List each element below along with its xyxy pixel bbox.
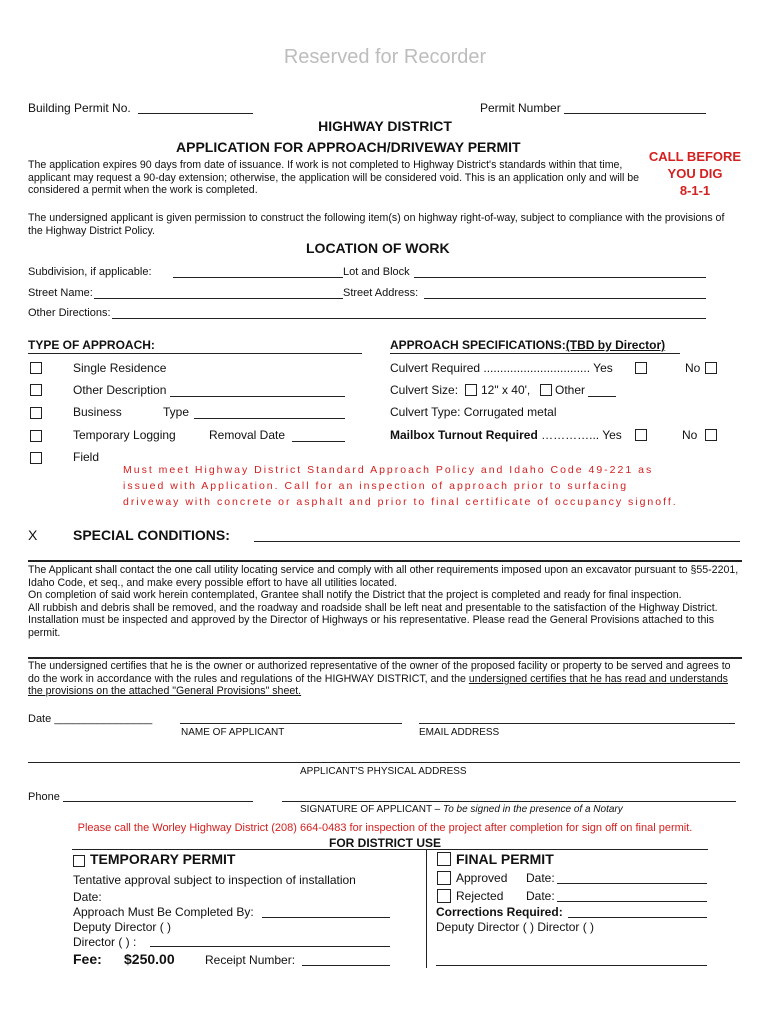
final-signature-field[interactable] <box>436 965 707 966</box>
temporary-logging-checkbox[interactable] <box>30 430 42 442</box>
notice-line-1: Must meet Highway District Standard Approach Policy and Idaho Code 49-221 as <box>123 464 654 476</box>
temporary-permit-heading: TEMPORARY PERMIT <box>90 851 236 867</box>
condition-inspection: Installation must be inspected and approved by the Director of Highways or his representative. Please read the General Provisions attached to this permit. <box>28 614 715 639</box>
signature-caption <box>300 804 623 815</box>
culvert-no-checkbox[interactable] <box>705 362 717 374</box>
street-address-label: Street Address: <box>343 287 419 299</box>
other-description-field[interactable] <box>170 396 345 397</box>
conditions-top-rule <box>28 560 742 562</box>
size-12x40-checkbox[interactable] <box>465 384 477 396</box>
call-before-you-dig <box>648 148 742 199</box>
date-text: Date <box>28 713 52 725</box>
certification-text: The undersigned certifies that he is the owner or authorized representative of the owner of the proposed facility or property to be served and agrees to do the work in accordance with the rules and regulations of the HIGHWAY DISTRICT, and the <box>28 660 731 685</box>
notary-note: To be signed in the presence of a Notary <box>443 804 623 815</box>
street-name-field[interactable] <box>94 298 343 299</box>
business-label: Business <box>73 405 122 419</box>
tentative-approval-text: Tentative approval subject to inspection of installation <box>73 873 356 887</box>
size-other-field[interactable] <box>588 396 616 397</box>
email-caption: EMAIL ADDRESS <box>419 727 500 738</box>
mailbox-yes-checkbox[interactable] <box>635 429 647 441</box>
conditions-block <box>28 564 740 640</box>
size-other-label: Other <box>555 383 586 397</box>
mailbox-turnout-row <box>390 428 622 442</box>
single-residence-checkbox[interactable] <box>30 362 42 374</box>
street-name-label: Street Name: <box>28 287 93 299</box>
approved-date-label: Date: <box>526 871 555 885</box>
culvert-size-label: Culvert Size: <box>390 383 459 397</box>
corrections-field[interactable] <box>568 917 707 918</box>
permission-paragraph: The undersigned applicant is given permission to construct the following item(s) on highway right-of-way, subject to compliance with the provisions of the Highway District Policy. <box>28 212 725 237</box>
removal-date-label: Removal Date <box>209 428 286 442</box>
call-line-3: 8-1-1 <box>679 183 711 198</box>
fee-label: Fee: <box>73 951 102 967</box>
receipt-number-label: Receipt Number: <box>205 953 296 967</box>
expiry-paragraph: The application expires 90 days from date of issuance. If work is not completed to Highway District's standards within that time, applicant may request a 90-day extension; otherwise, the application will be considered void. This is an application only and will be considered a permit when the work is completed. <box>28 159 640 197</box>
single-residence-label: Single Residence <box>73 361 167 375</box>
rejected-checkbox[interactable] <box>437 889 451 903</box>
mailbox-dots: …………... Yes <box>537 428 622 442</box>
district-use-rule <box>72 849 708 850</box>
mailbox-turnout-label: Mailbox Turnout Required <box>390 428 538 442</box>
approved-label: Approved <box>456 871 508 885</box>
subdivision-label: Subdivision, if applicable: <box>28 266 152 278</box>
rejected-date-label: Date: <box>526 889 555 903</box>
special-conditions-mark: X <box>28 527 38 543</box>
signature-field[interactable] <box>282 801 736 802</box>
lot-block-label: Lot and Block <box>343 266 410 278</box>
receipt-number-field[interactable] <box>302 965 390 966</box>
culvert-type-label: Culvert Type: Corrugated metal <box>390 405 557 419</box>
condition-rubbish: All rubbish and debris shall be removed, and the roadway and roadside shall be left neat and presentable to the satisfaction of the Highway District. <box>28 601 718 614</box>
approach-policy-notice <box>123 462 678 510</box>
must-complete-field[interactable] <box>262 917 390 918</box>
call-line-1: CALL BEFORE <box>648 149 742 164</box>
mailbox-no-label: No <box>682 428 698 442</box>
building-permit-field[interactable] <box>138 113 253 114</box>
type-of-approach-heading: TYPE OF APPROACH: <box>28 338 155 352</box>
approach-specs-label: APPROACH SPECIFICATIONS: <box>390 338 566 352</box>
temp-deputy-director: Deputy Director ( ) <box>73 920 172 934</box>
field-label: Field <box>73 450 100 464</box>
district-use-divider <box>426 850 427 968</box>
condition-utility: The Applicant shall contact the one call utility locating service and comply with all other requirements imposed upon an excavator pursuant to §55-2201, Idaho Code, et seq., and make every possible effort to have all utilities located. <box>28 564 739 589</box>
culvert-yes-checkbox[interactable] <box>635 362 647 374</box>
other-directions-label: Other Directions: <box>28 307 111 319</box>
email-field[interactable] <box>419 723 735 724</box>
phone-label: Phone <box>28 791 60 803</box>
temp-date-label: Date: <box>73 890 102 904</box>
building-permit-label: Building Permit No. <box>28 101 131 115</box>
other-description-label: Other Description <box>73 383 167 397</box>
street-address-field[interactable] <box>424 298 706 299</box>
rejected-date-field[interactable] <box>557 901 707 902</box>
fee-value: $250.00 <box>124 951 175 967</box>
permit-number-field[interactable] <box>564 113 706 114</box>
specs-underline <box>390 353 680 354</box>
temporary-logging-label: Temporary Logging <box>73 428 176 442</box>
size-other-checkbox[interactable] <box>540 384 552 396</box>
location-heading: LOCATION OF WORK <box>306 240 450 256</box>
mailbox-no-checkbox[interactable] <box>705 429 717 441</box>
applicant-name-field[interactable] <box>180 723 402 724</box>
size-12x40-label: 12" x 40', <box>481 383 531 397</box>
recorder-reserved: Reserved for Recorder <box>283 46 487 68</box>
applicant-name-caption: NAME OF APPLICANT <box>181 727 285 738</box>
physical-address-caption: APPLICANT'S PHYSICAL ADDRESS <box>300 766 467 777</box>
date-label <box>28 713 152 725</box>
culvert-no-label: No <box>685 361 701 375</box>
district-use-heading: FOR DISTRICT USE <box>328 836 441 850</box>
final-permit-heading: FINAL PERMIT <box>456 851 554 867</box>
approach-underline <box>28 353 362 354</box>
approved-checkbox[interactable] <box>437 871 451 885</box>
inspection-call-notice: Please call the Worley Highway District (208) 664-0483 for inspection of the project after completion for sign off on final permit. <box>77 822 693 834</box>
permit-number-label: Permit Number <box>480 101 561 115</box>
temporary-permit-checkbox[interactable] <box>73 855 85 867</box>
tbd-note: (TBD by Director) <box>565 338 666 352</box>
conditions-bottom-rule <box>28 657 742 659</box>
special-conditions-heading: SPECIAL CONDITIONS: <box>73 527 230 543</box>
title-application: APPLICATION FOR APPROACH/DRIVEWAY PERMIT <box>176 139 521 155</box>
culvert-required-label: Culvert Required ................................ Yes <box>390 361 613 375</box>
must-complete-label: Approach Must Be Completed By: <box>73 905 254 919</box>
notice-line-2: issued with Application. Call for an inspection of approach prior to surfacing <box>123 480 629 492</box>
rejected-label: Rejected <box>456 889 504 903</box>
certification-underlined: undersigned certifies that he has read and understands the provisions on the attached "General Provisions" sheet. <box>28 672 728 698</box>
other-description-checkbox[interactable] <box>30 384 42 396</box>
title-district: HIGHWAY DISTRICT <box>318 118 452 134</box>
other-directions-field[interactable] <box>112 318 706 319</box>
signature-label: SIGNATURE OF APPLICANT – <box>300 804 443 815</box>
date-blank[interactable]: ________________ <box>54 713 153 725</box>
phone-field[interactable] <box>63 801 253 802</box>
physical-address-field[interactable] <box>28 762 740 763</box>
approved-date-field[interactable] <box>557 883 707 884</box>
corrections-required-label: Corrections Required: <box>436 905 563 919</box>
final-deputy-director: Deputy Director ( ) Director ( ) <box>436 920 595 934</box>
type-label: Type <box>163 405 190 419</box>
subdivision-field[interactable] <box>173 277 343 278</box>
certification-paragraph <box>28 660 742 698</box>
temp-director-label: Director ( ) : <box>73 935 137 949</box>
call-line-2: YOU DIG <box>667 166 723 181</box>
notice-line-3: driveway with concrete or asphalt and prior to final certificate of occupancy signoff. <box>123 496 678 508</box>
lot-block-field[interactable] <box>414 277 706 278</box>
business-checkbox[interactable] <box>30 407 42 419</box>
final-permit-checkbox[interactable] <box>437 852 451 866</box>
director-field[interactable] <box>150 946 390 947</box>
removal-date-field[interactable] <box>292 441 345 442</box>
field-checkbox[interactable] <box>30 452 42 464</box>
special-conditions-field[interactable] <box>254 541 740 542</box>
type-field[interactable] <box>194 418 345 419</box>
condition-notify: On completion of said work herein contemplated, Grantee shall notify the District that the project is completed and ready for final inspection. <box>28 589 682 602</box>
approach-specs-heading <box>390 338 665 352</box>
